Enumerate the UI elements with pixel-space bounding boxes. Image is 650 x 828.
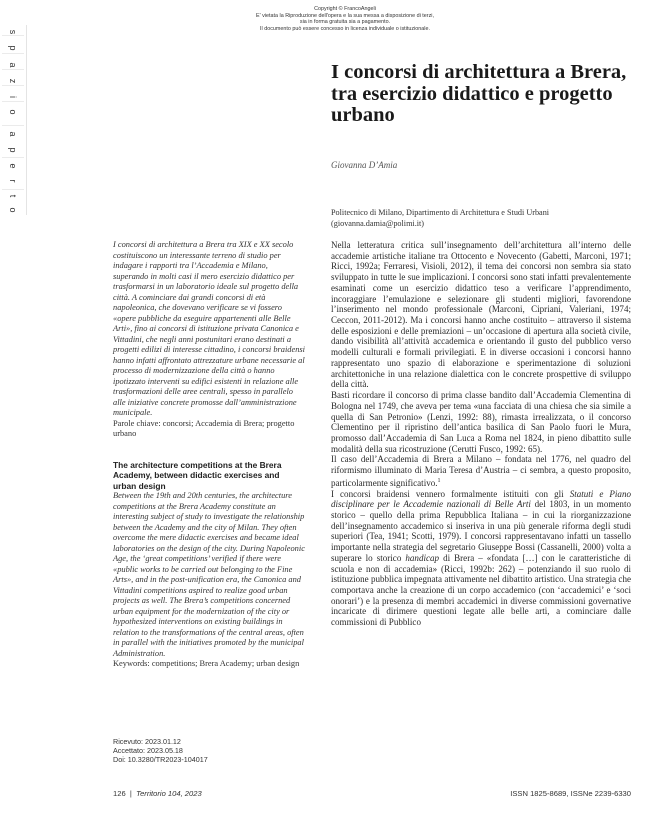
issn: ISSN 1825-8689, ISSNe 2239-6330 [510, 789, 631, 798]
body-text: Il caso dell’Accademia di Brera a Milano – fondata nel 1776, nel quadro del riformismo illuminato di Maria Teresa d’Austria – ci sembra, a questo proposito, particolarmente significativo. [331, 454, 631, 488]
sidebar-letter: t [8, 194, 18, 198]
body-text-italic: handicap [405, 552, 440, 563]
submission-dates [113, 738, 208, 765]
page-footer-left [113, 789, 202, 798]
body-text-column [331, 240, 631, 628]
body-paragraph [331, 454, 631, 488]
body-paragraph: Nella letteratura critica sull’insegnamento dell’architettura all’interno delle accademie artistiche italiane tra Ottocento e Novecento (Gabetti, Marconi, 1971; Ricci, 1992a; Ferraresi, Visioli, 2012), il tema dei concorsi non sembra sia stato sviluppato in tutte le sue implicazioni. I concorsi sono stati infatti prevalentemente esaminati come un esercizio didattico teso a verificare l’apprendimento, incoraggiare l’emulazione e selezionare gli studenti migliori, favorendone l’inserimento nel mondo professionale (Marconi, Cipriani, Valeriani, 1974; Ceccon, 2011-2012). Ma i concorsi hanno anche costituito – attraverso il sistema delle esposizioni e delle premiazioni – un’occasione di apertura alla società civile, dando visibilità all’attività accademica e orientando il gusto del pubblico verso modelli culturali e formali privilegiati. E in diverse occasioni i concorsi hanno rappresentato uno spazio di elaborazione e sperimentazione di soluzioni architettoniche in una relazione dialettica con le concrete prospettive di sviluppo della città. [331, 240, 631, 390]
received-date: Ricevuto: 2023.01.12 [113, 737, 181, 746]
copyright-notice [200, 6, 490, 32]
section-sidebar [0, 25, 27, 215]
body-text: di Brera – «fondata […] con le caratteristiche di scuola e non di accademia» (Ricci, 1992b: 262) – potenziando il suo ruolo di istituzione pubblica impegnata attivamente nel dibattito artistico. Una strategia che comportava anche la creazione di un corpo accademico (con ‘accademici’ e ‘soci onorari’) e la presenza di membri accademici in diverse commissioni governative incaricate di dirimere questioni legate alle belle arti, a cominciare dalle commissioni di Pubblico [331, 552, 631, 628]
author-email: (giovanna.damia@polimi.it) [331, 218, 425, 228]
doi: Doi: 10.3280/TR2023-104017 [113, 754, 208, 764]
english-title: The architecture competitions at the Brera Academy, between didactic exercises and urban design [113, 459, 282, 491]
abstracts-column [113, 240, 305, 670]
article-title: I concorsi di architettura a Brera, tra esercizio didattico e progetto urbano [331, 61, 627, 126]
footnote-ref: 1 [437, 477, 441, 484]
body-text: del 1803, in un momento storico – quello della prima Repubblica Italiana – in cui la riorganizzazione dell’insegnamento accademico si inseriva in una più generale riforma degli studi superiori (Tea, 1941; Scotti, 1979). I concorsi rappresentavano infatti un tassello importante nella strategia del segretario Giuseppe Bossi (Cassanelli, 2000) volta a superare lo storico [331, 499, 631, 563]
keywords-italian: Parole chiave: concorsi; Accademia di Brera; progetto urbano [113, 418, 295, 438]
sidebar-letter: a [8, 62, 18, 68]
sidebar-letter: i [8, 96, 18, 98]
affiliation-text: Politecnico di Milano, Dipartimento di Architettura e Studi Urbani [331, 208, 550, 217]
copyright-line: Copyright © FrancoAngeli [314, 6, 376, 12]
sidebar-letter: r [8, 179, 18, 183]
footer-separator: | [129, 789, 132, 798]
copyright-line: Il documento può essere concesso in licenza individuale o istituzionale. [260, 25, 430, 32]
sidebar-letter: e [8, 163, 18, 169]
sidebar-letter: z [8, 78, 18, 84]
sidebar-letter: o [8, 109, 18, 115]
body-paragraph [331, 489, 631, 628]
body-text: I concorsi braidensi vennero formalmente istituiti con gli [331, 488, 570, 499]
article-author: Giovanna D’Amia [331, 160, 398, 170]
abstract-english: Between the 19th and 20th centuries, the architecture competitions at the Brera Academy constitute an interesting subject of study to investigate the relationship between the Academy and the city of Milan. They often overcome the mere didactic exercises and became ideal laboratories on the design of the city. During Napoleonic Age, the ‘great competitions’ verified if there were «public works to be carried out belonging to the Fine Arts», and in the post-unification era, the Canonica and Vittadini competitions aspired to realize good urban projects as well. The Brera’s competitions concerned urban equipment for the modernization of the city or hypothesized interventions on existing buildings in relation to the transformations of the central areas, often in parallel with the initiatives promoted by the municipal Administration. [113, 491, 305, 658]
copyright-line: E' vietata la Riproduzione dell'opera e la sua messa a disposizione di terzi, [256, 12, 434, 19]
sidebar-letter: a [8, 131, 18, 137]
journal-name: Territorio 104, 2023 [136, 789, 202, 798]
sidebar-letter: p [8, 45, 18, 51]
accepted-date: Accettato: 2023.05.18 [113, 745, 183, 755]
page-number: 126 [113, 789, 126, 798]
body-paragraph: Basti ricordare il concorso di prima classe bandito dall’Accademia Clementina di Bologna nel 1749, che aveva per tema «una facciata di una chiesa che sia simile a quella di San Petronio» (Lenzi, 1992: 88), rimasta irrealizzata, o il concorso Clementino per il ripristino dell’antica basilica di San Paolo fuori le Mura, promosso dall’Accademia di San Luca a Roma nel 1824, in pieno dibattito sulle modalità della sua ricostruzione (Cerutti Fusco, 1992: 65). [331, 390, 631, 454]
copyright-line: sia in forma gratuita sia a pagamento. [299, 19, 391, 26]
author-affiliation [331, 208, 631, 229]
body-text-italic: Statuti e Piano disciplinare per le Accademie nazionali di Belle Arti [331, 488, 631, 510]
sidebar-letter: s [8, 29, 18, 35]
abstract-italian: I concorsi di architettura a Brera tra XIX e XX secolo costituiscono un interessante terreno di studio per indagare i rapporti tra l’Accademia e Milano, superando in molti casi il mero esercizio didattico per trasformarsi in un laboratorio ideale sul progetto della città. A cominciare dai grandi concorsi di età napoleonica, che dovevano verificare se vi fossero «opere pubbliche da eseguire appartenenti alle Belle Arti», fino ai concorsi di istituzione privata Canonica e Vittadini, che negli anni postunitari erano destinati a progetti edilizi di interesse cittadino, i concorsi braidensi hanno infatti affrontato attrezzature urbane necessarie al processo di modernizzazione della città o hanno ipotizzato interventi su edifici esistenti in relazione alle trasformazioni delle aree centrali, spesso in parallelo alle iniziative concrete promosse dall’amministrazione municipale. [113, 240, 305, 417]
sidebar-letter: p [8, 147, 18, 153]
keywords-english: Keywords: competitions; Brera Academy; urban design [113, 659, 300, 668]
sidebar-letter: o [8, 207, 18, 213]
